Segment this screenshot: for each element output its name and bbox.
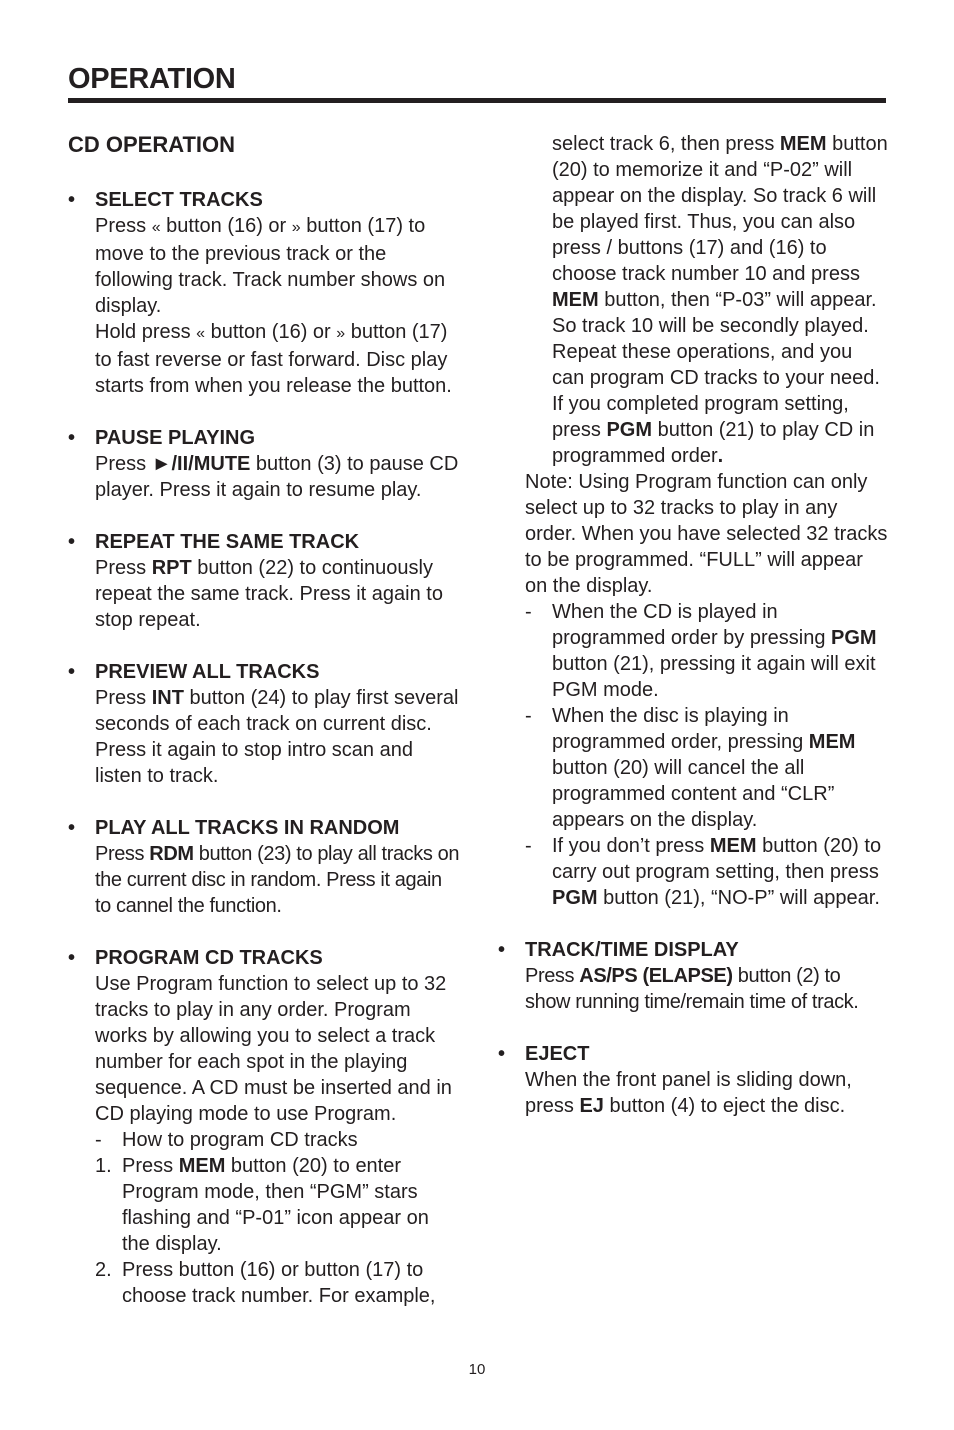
skip-forward-icon: »	[336, 325, 346, 342]
eject-item	[498, 1041, 890, 1119]
repeat-track-item	[68, 529, 460, 633]
bullet-dot: •	[68, 817, 76, 839]
play-pause-icon: ►/II	[151, 453, 189, 475]
eject-heading: EJECT	[525, 1043, 590, 1065]
bullet-dot: •	[498, 939, 506, 961]
pause-playing-heading: PAUSE PLAYING	[95, 427, 256, 449]
title-rule	[68, 98, 886, 103]
select-tracks-heading: SELECT TRACKS	[95, 189, 263, 211]
left-column	[68, 187, 460, 1309]
preview-tracks-heading: PREVIEW ALL TRACKS	[95, 661, 320, 683]
select-tracks-text-1: Press « button (16) or » button (17) to move to the previous track or the following track. Track number shows on display.	[95, 215, 446, 317]
pause-playing-text: Press ►/II/MUTE button (3) to pause CD player. Press it again to resume play.	[95, 453, 459, 501]
program-tracks-heading: PROGRAM CD TRACKS	[95, 947, 323, 969]
pause-playing-item	[68, 425, 460, 503]
repeat-track-heading: REPEAT THE SAME TRACK	[95, 531, 360, 553]
select-tracks-item	[68, 187, 460, 399]
track-time-display-heading: TRACK/TIME DISPLAY	[525, 939, 739, 961]
bullet-dot: •	[68, 661, 76, 683]
bullet-dot: •	[68, 947, 76, 969]
program-note-item-2: - When the disc is playing in programmed order, pressing MEM button (20) will cancel the all programmed content and “CLR” appears on the display.	[525, 705, 856, 831]
bullet-dot: •	[498, 1043, 506, 1065]
page-number: 10	[468, 1361, 486, 1378]
random-play-item	[68, 815, 460, 919]
preview-tracks-text: Press INT button (24) to play first several seconds of each track on current disc. Press it again to stop intro scan and listen to track.	[95, 687, 459, 787]
random-play-heading: PLAY ALL TRACKS IN RANDOM	[95, 817, 400, 839]
select-tracks-text-2: Hold press « button (16) or » button (17) to fast reverse or fast forward. Disc play starts from when you release the button.	[95, 321, 452, 397]
program-howto-line: - How to program CD tracks	[95, 1129, 358, 1151]
program-intro-text: Use Program function to select up to 32 tracks to play in any order. Program works by allowing you to select a track number for each spot in the playing sequence. A CD must be inserted and in CD playing mode to use Program.	[95, 973, 452, 1125]
right-column	[498, 131, 890, 1119]
track-time-display-text: Press AS/PS (ELAPSE) button (2) to show running time/remain time of track.	[525, 965, 859, 1013]
track-time-display-item	[498, 937, 890, 1015]
random-play-text: Press RDM button (23) to play all tracks on the current disc in random. Press it again to cannel the function.	[95, 843, 460, 917]
program-note: Note: Using Program function can only select up to 32 tracks to play in any order. When you have selected 32 tracks to be programmed. “FULL” will appear on the display.	[525, 471, 888, 597]
bullet-dot: •	[68, 427, 76, 449]
eject-text: When the front panel is sliding down, press EJ button (4) to eject the disc.	[525, 1069, 852, 1117]
skip-back-icon: «	[196, 325, 206, 342]
skip-back-icon: «	[151, 219, 161, 236]
bullet-dot: •	[68, 531, 76, 553]
page-title: OPERATION	[68, 63, 236, 95]
bullet-dot: •	[68, 189, 76, 211]
program-note-item-1: - When the CD is played in programmed order by pressing PGM button (21), pressing it again will exit PGM mode.	[525, 601, 877, 701]
program-step-2-continued: select track 6, then press MEM button (20) to memorize it and “P-02” will appear on the display. So track 6 will be played first. Thus, you can also press / buttons (17) and (16) to choose track number 10 and press MEM button, then “P-03” will appear. So track 10 will be secondly played. Repeat these operations, and you can program CD tracks to your need. If you completed program setting, press PGM button (21) to play CD in programmed order.	[552, 133, 888, 467]
program-step-2: 2. Press button (16) or button (17) to choose track number. For example,	[95, 1259, 436, 1307]
section-title: CD OPERATION	[68, 132, 236, 157]
program-step-1: 1. Press MEM button (20) to enter Program mode, then “PGM” stars flashing and “P-01” icon appear on the display.	[95, 1155, 429, 1255]
repeat-track-text: Press RPT button (22) to continuously repeat the same track. Press it again to stop repeat.	[95, 557, 443, 631]
program-tracks-item	[68, 945, 460, 1309]
program-note-item-3: - If you don’t press MEM button (20) to carry out program setting, then press PGM button (21), “NO-P” will appear.	[525, 835, 882, 909]
preview-tracks-item	[68, 659, 460, 789]
skip-forward-icon: »	[291, 219, 301, 236]
